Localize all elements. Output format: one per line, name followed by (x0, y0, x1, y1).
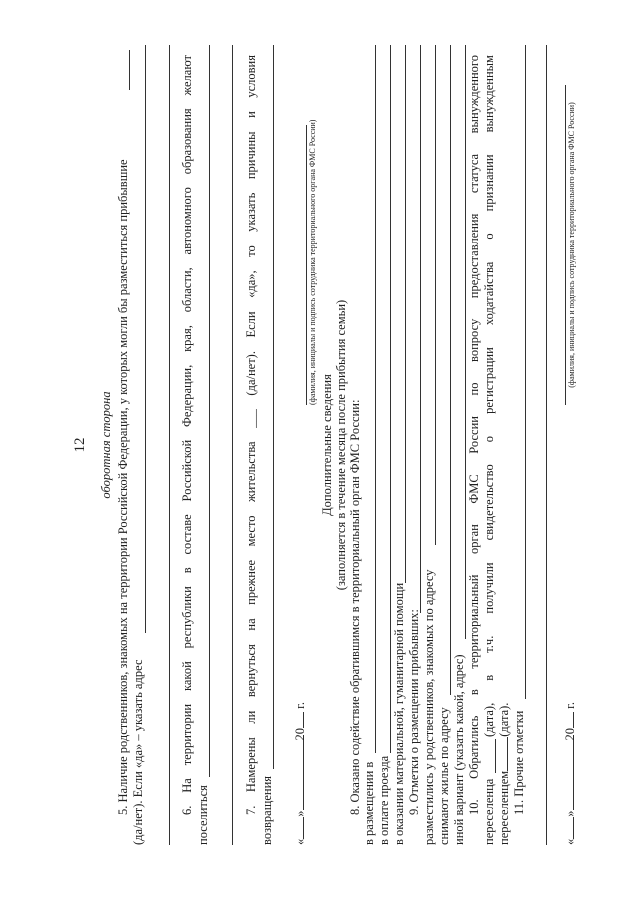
extra-title: Дополнительные сведения (320, 374, 334, 516)
q10-word: т.ч. (482, 635, 496, 653)
q8-item-1-line[interactable] (375, 45, 376, 753)
q6-word: На (180, 778, 194, 793)
year-suffix: г. (563, 702, 577, 709)
q6-word: области, (180, 267, 194, 313)
sign1-caption: (фамилия, инициалы и подпись сотрудника территориального органа ФМС России) (308, 119, 317, 405)
page-number: 12 (72, 437, 88, 453)
q8-item-3-line[interactable] (405, 45, 406, 583)
q6-line2: поселиться (196, 785, 210, 845)
q10-date2-field[interactable] (496, 737, 508, 771)
side-title: оборотная сторона (99, 391, 113, 499)
month-field[interactable] (562, 741, 574, 811)
year-suffix: г. (293, 702, 307, 709)
sign2-caption: (фамилия, инициалы и подпись сотрудника территориального органа ФМС России) (567, 102, 576, 388)
q7-line1 (243, 55, 259, 815)
q6-word: территории (180, 703, 194, 766)
q7-word: прежнее (244, 559, 258, 605)
q9-title-line[interactable] (420, 45, 421, 613)
q6-word: 6. (180, 805, 194, 815)
q10-line3-start: переселенцем (497, 770, 511, 845)
q10-word: свидетельство (482, 464, 496, 541)
q8-item-1: в размещении в (362, 761, 376, 845)
q7-answer-line[interactable] (273, 45, 274, 769)
q5-answer-line[interactable] (129, 50, 130, 90)
q6-word: автономного (180, 187, 194, 255)
q7-word: Намерены (244, 737, 258, 793)
q7-word: место (244, 515, 258, 547)
q10-word: вопросу (467, 318, 481, 362)
q10-line3 (496, 703, 512, 845)
q8-item-3: в оказании материальной, гуманитарной помощи (392, 582, 406, 845)
q7-word: на (244, 618, 258, 631)
year-prefix: 20 (293, 728, 307, 741)
day-field[interactable] (562, 817, 574, 839)
q10-word: ходатайства (482, 261, 496, 326)
q6-word: в (180, 567, 194, 574)
q10-word: ФМС (467, 474, 481, 504)
q11-line[interactable] (525, 45, 526, 699)
q7-line2: возвращения (260, 775, 274, 845)
q10-word: в (467, 689, 481, 696)
date-open-quote: « (563, 838, 577, 845)
q10-word: России (467, 416, 481, 454)
year-prefix: 20 (563, 728, 577, 741)
q6-extra-line[interactable] (232, 45, 233, 845)
q10-word: в (482, 674, 496, 681)
sign1-date (292, 702, 308, 845)
year-field[interactable] (562, 712, 574, 728)
q10-word: предоставления (467, 213, 481, 299)
q10-line1 (466, 55, 482, 815)
sign2-date (562, 702, 578, 845)
rotated-form (66, 45, 586, 845)
q7-word: вернуться (244, 644, 258, 698)
q6-word: какой (180, 661, 194, 692)
q11-extra-line[interactable] (546, 45, 547, 845)
date-open-quote: « (293, 838, 307, 845)
q7-word: условия (244, 55, 258, 98)
q7-word: и (244, 111, 258, 118)
q10-word: 10. (467, 799, 481, 815)
q10-word: признании (482, 154, 496, 212)
q7-word: Если (244, 311, 258, 338)
q7-word: причины (244, 131, 258, 180)
q5-extra-line[interactable] (169, 45, 170, 845)
date-close-quote: » (293, 810, 307, 817)
q7-word: указать (244, 192, 258, 232)
day-field[interactable] (292, 817, 304, 839)
sign2-signature-line[interactable] (565, 85, 566, 405)
date-close-quote: » (563, 810, 577, 817)
q8-title: 8. Оказано содействие обратившимся в территориальный орган ФМС России: (348, 399, 362, 815)
q7-word: жительства (244, 441, 258, 502)
q9-item-2-line[interactable] (450, 45, 451, 695)
q9-item-1: разместились у родственников, знакомых по адресу (422, 569, 436, 845)
q8-item-2: в оплате проезда (377, 755, 391, 845)
q7-word: 7. (244, 805, 258, 815)
q7-word: (да/нет). (244, 351, 258, 396)
q6-word: республики (180, 586, 194, 649)
q9-item-3: иной вариант (указать какой, адрес) (452, 654, 466, 845)
q9-title: 9. Отметки о размещении прибывших: (407, 609, 421, 815)
q10-word: (дата), (482, 702, 496, 737)
q6-word: Федерации, (180, 364, 194, 427)
year-field[interactable] (292, 712, 304, 728)
q7-word: ли (244, 710, 258, 724)
q10-word: статуса (467, 153, 481, 194)
q10-word: вынужденным (482, 55, 496, 133)
sign1-signature-line[interactable] (306, 125, 307, 405)
q7-word: «да», (244, 270, 258, 298)
q7-word: то (244, 245, 258, 257)
q10-line2-words (481, 55, 497, 737)
q9-item-1-line[interactable] (435, 45, 436, 545)
q6-word: края, (180, 325, 194, 352)
q10-word: Обратились (467, 715, 481, 779)
q6-word: желают (180, 55, 194, 96)
q10-word: по (467, 382, 481, 396)
q10-word: орган (467, 524, 481, 555)
q10-line3-end: (дата). (497, 702, 511, 737)
q11-title: 11. Прочие отметки (512, 710, 526, 815)
q10-word: получили (482, 562, 496, 614)
q5-line2: (да/нет). Если «да» – указать адрес (131, 659, 145, 845)
q10-word: вынужденного (467, 55, 481, 134)
q5-line1: 5. Наличие родственников, знакомых на территории Российской Федерации, у которых могли бы разместиться прибывшие (116, 159, 130, 815)
q6-word: образования (180, 108, 194, 175)
q9-item-2: снимают жилье по адресу (437, 707, 451, 845)
q6-word: составе (180, 514, 194, 555)
q5-address-line[interactable] (145, 45, 146, 633)
extra-subtitle: (заполняется в течение месяца после прибытия семьи) (334, 299, 348, 591)
q10-word: о (482, 435, 496, 443)
q10-word: о (482, 233, 496, 240)
q6-line1 (179, 55, 195, 815)
q7-word: ___ (244, 409, 258, 428)
q10-line2-start: переселенца (482, 778, 496, 845)
q6-word: Российской (180, 439, 194, 502)
q10-word: территориальный (467, 574, 481, 669)
q6-answer-line[interactable] (209, 45, 210, 777)
q10-word: регистрации (482, 347, 496, 414)
month-field[interactable] (292, 741, 304, 811)
